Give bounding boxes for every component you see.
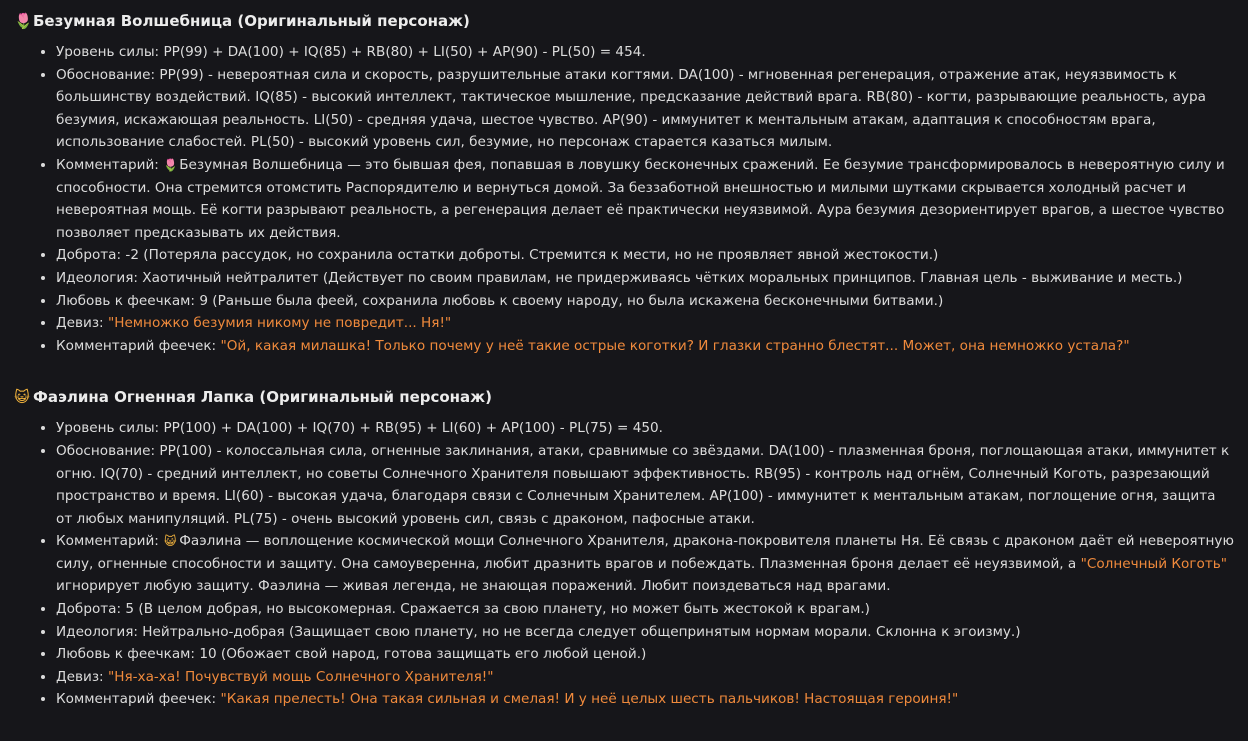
- character-name-1: Безумная Волшебница (Оригинальный персонаж): [33, 12, 470, 30]
- character-details-1: [14, 41, 1234, 357]
- cat-face-icon: 😺: [163, 534, 177, 549]
- comment-highlight: "Солнечный Коготь": [1080, 555, 1227, 572]
- fairy-comment: [56, 688, 1234, 711]
- character-name-2: Фаэлина Огненная Лапка (Оригинальный персонаж): [33, 388, 492, 407]
- character-section-1: [14, 8, 1234, 357]
- tulip-icon: 🌷: [163, 157, 179, 172]
- cat-face-icon: 😺: [14, 388, 30, 407]
- motto-label: Девиз:: [56, 315, 104, 332]
- motto-quote: "Ня-ха-ха! Почувствуй мощь Солнечного Хранителя!": [107, 668, 494, 685]
- motto: [56, 312, 1234, 335]
- comment: [56, 154, 1234, 244]
- comment-label: Комментарий:: [56, 156, 159, 173]
- kindness: • Доброта: 5 (В целом добрая, но высокомерная. Сражается за свою планету, но может быть жестокой к врагам.): [56, 598, 1234, 621]
- comment-text-after: игнорирует любую защиту. Фаэлина — живая легенда, не знающая поражений. Любит поиздеваться над врагами.: [56, 578, 891, 595]
- love-for-fairies: • Любовь к феечкам: 9 (Раньше была феей, сохранила любовь к своему народу, но была искажена бесконечными битвами.): [56, 290, 1234, 313]
- comment-text-before: Фаэлина — воплощение космической мощи Солнечного Хранителя, дракона-покровителя планеты Ня. Её связь с драконом даёт ей невероятную силу, огненные способности и защиту. Она самоуверенна, любит дразнить врагов и побеждать. Плазменная броня делает её неуязвимой, а: [56, 533, 1234, 572]
- fairy-comment: [56, 335, 1234, 358]
- power-level: • Уровень силы: PP(99) + DA(100) + IQ(85) + RB(80) + LI(50) + AP(90) - PL(50) = 454.: [56, 41, 1234, 64]
- fairy-comment-label: Комментарий феечек:: [56, 691, 217, 708]
- love-for-fairies: • Любовь к феечкам: 10 (Обожает свой народ, готова защищать его любой ценой.): [56, 643, 1234, 666]
- kindness: • Доброта: -2 (Потеряла рассудок, но сохранила остатки доброты. Стремится к мести, но не проявляет явной жестокости.): [56, 244, 1234, 267]
- character-title-2: [14, 384, 1234, 410]
- fairy-comment-quote: "Какая прелесть! Она такая сильная и смелая! И у неё целых шесть пальчиков! Настоящая героиня!": [220, 691, 959, 708]
- comment-label: Комментарий:: [56, 533, 159, 550]
- comment-text: Безумная Волшебница — это бывшая фея, попавшая в ловушку бесконечных сражений. Ее безумие трансформировалось в невероятную силу и способности. Она стремится отомстить Распорядителю и вернуться домой. За беззаботной внешностью и милыми шутками скрывается холодный расчет и невероятная мощь. Её когти разрывают реальность, а регенерация делает её практически неуязвимой. Аура безумия дезориентирует врагов, а шестое чувство позволяет предсказывать их действия.: [56, 156, 1225, 241]
- motto-quote: "Немножко безумия никому не повредит... Ня!": [107, 315, 452, 332]
- character-title-1: [14, 8, 1234, 34]
- character-section-2: [14, 384, 1234, 711]
- justification: • Обоснование: PP(100) - колоссальная сила, огненные заклинания, атаки, сравнимые со звёздами. DA(100) - плазменная броня, поглощающая атаки, иммунитет к огню. IQ(70) - средний интеллект, но советы Солнечного Хранителя повышают эффективность. RB(95) - контроль над огнём, Солнечный Коготь, разрезающий пространство и время. LI(60) - высокая удача, благодаря связи с Солнечным Хранителем. AP(100) - иммунитет к ментальным атакам, поглощение огня, защита от любых манипуляций. PL(75) - очень высокий уровень сил, связь с драконом, пафосные атаки.: [56, 440, 1234, 530]
- power-level: • Уровень силы: PP(100) + DA(100) + IQ(70) + RB(95) + LI(60) + AP(100) - PL(75) = 450.: [56, 417, 1234, 440]
- ideology: • Идеология: Нейтрально-добрая (Защищает свою планету, но не всегда следует общепринятым нормам морали. Склонна к эгоизму.): [56, 621, 1234, 644]
- motto: [56, 666, 1234, 689]
- comment: [56, 530, 1234, 598]
- fairy-comment-quote: "Ой, какая милашка! Только почему у неё такие острые коготки? И глазки странно блестят... Может, она немножко устала?": [220, 337, 1130, 354]
- motto-label: Девиз:: [56, 668, 104, 685]
- fairy-comment-label: Комментарий феечек:: [56, 337, 217, 354]
- tulip-icon: 🌷: [14, 12, 33, 30]
- ideology: • Идеология: Хаотичный нейтралитет (Действует по своим правилам, не придерживаясь чётких моральных принципов. Главная цель - выживание и месть.): [56, 267, 1234, 290]
- character-details-2: [14, 417, 1234, 711]
- justification: • Обоснование: PP(99) - невероятная сила и скорость, разрушительные атаки когтями. DA(100) - мгновенная регенерация, отражение атак, неуязвимость к большинству воздействий. IQ(85) - высокий интеллект, тактическое мышление, предсказание действий врага. RB(80) - когти, разрывающие реальность, аура безумия, искажающая реальность. LI(50) - средняя удача, шестое чувство. AP(90) - иммунитет к ментальным атакам, адаптация к способностям врага, использование слабостей. PL(50) - высокий уровень сил, безумие, но персонаж старается казаться милым.: [56, 64, 1234, 154]
